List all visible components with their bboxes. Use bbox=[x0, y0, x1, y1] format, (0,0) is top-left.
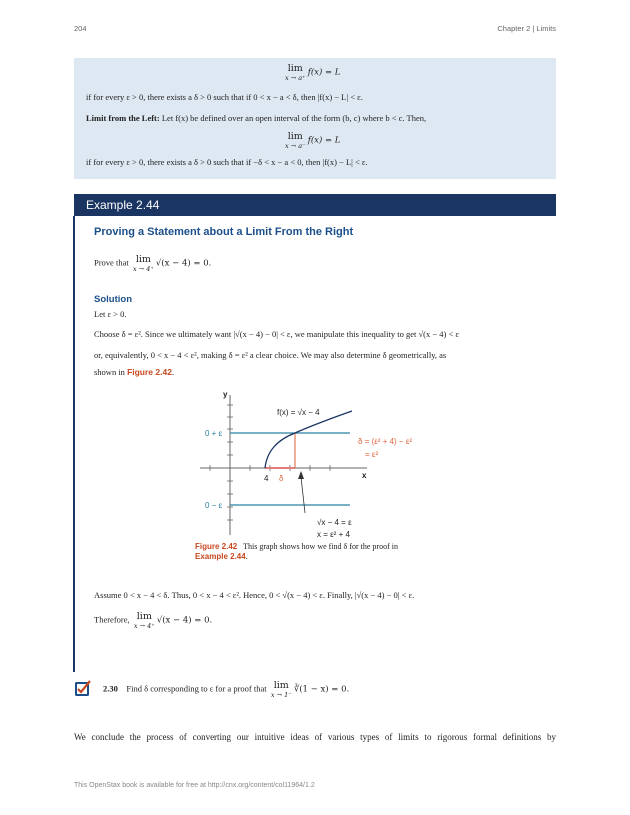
chapter-title: Chapter 2 | Limits bbox=[497, 24, 556, 33]
x-tick-4: 4 bbox=[264, 474, 269, 483]
delta-tick-label: δ bbox=[279, 474, 284, 483]
upper-epsilon-label: 0 + ε bbox=[205, 429, 223, 438]
solution-heading: Solution bbox=[94, 294, 132, 305]
left-limit-condition: if for every ε > 0, there exists a δ > 0 such that if −δ < x − a < 0, then |f(x) − L| < ε. bbox=[86, 157, 368, 167]
let-line: Let ε > 0. bbox=[94, 309, 127, 319]
pointer-line bbox=[301, 477, 305, 513]
choose-line-3: shown in Figure 2.42. bbox=[94, 367, 175, 377]
sqrt-curve bbox=[265, 411, 352, 468]
example-title: Proving a Statement about a Limit From the Right bbox=[94, 226, 354, 238]
choose-line-2: or, equivalently, 0 < x − 4 < ε², making δ = ε² a clear choice. We may also determine δ geometrically, as bbox=[94, 350, 447, 360]
right-limit-condition: if for every ε > 0, there exists a δ > 0 such that if 0 < x − a < δ, then |f(x) − L| < ε. bbox=[86, 92, 363, 102]
footer-note: This OpenStax book is available for free at http://cnx.org/content/col11964/1.2 bbox=[74, 782, 315, 789]
y-axis-label: y bbox=[223, 390, 228, 399]
prove-statement: Prove that lim x → 4⁺ √(x − 4) = 0. bbox=[94, 254, 212, 273]
figure-2-42 bbox=[195, 385, 435, 545]
body-paragraph: We conclude the process of converting our intuitive ideas of various types of limits to rigorous formal definitions by bbox=[74, 732, 556, 742]
lower-epsilon-label: 0 − ε bbox=[205, 501, 223, 510]
function-label: f(x) = √x − 4 bbox=[277, 408, 320, 417]
exercise-2-30: 2.30 Find δ corresponding to ε for a proof that lim x → 1⁻ ∛(1 − x) = 0. bbox=[103, 680, 350, 699]
pointer-arrow-icon bbox=[298, 471, 304, 479]
therefore-line: Therefore, lim x → 4⁺ √(x − 4) = 0. bbox=[94, 611, 213, 630]
delta-equation-1: δ = (ε² + 4) − ε² bbox=[358, 437, 413, 446]
x-axis-label: x bbox=[362, 471, 367, 480]
annotation-2: x = ε² + 4 bbox=[317, 530, 350, 539]
page-number: 204 bbox=[74, 24, 87, 33]
annotation-1: √x − 4 = ε bbox=[317, 518, 352, 527]
example-border bbox=[73, 216, 75, 672]
checkpoint-icon bbox=[74, 679, 92, 697]
left-limit-definition: Limit from the Left: Let f(x) be defined over an open interval of the form (b, c) where b < c. Then, bbox=[86, 113, 427, 123]
figure-caption: Figure 2.42 This graph shows how we find δ for the proof in Example 2.44. bbox=[195, 542, 398, 561]
left-limit-formula: lim x → a⁻ f(x) = L bbox=[285, 131, 341, 150]
example-label: Example 2.44 bbox=[74, 194, 556, 216]
assume-line: Assume 0 < x − 4 < δ. Thus, 0 < x − 4 < ε². Hence, 0 < √(x − 4) < ε. Finally, |√(x − 4) − 0| < ε. bbox=[94, 590, 415, 600]
right-limit-formula: lim x → a⁺ f(x) = L bbox=[285, 63, 341, 82]
figure-link[interactable]: Figure 2.42 bbox=[127, 367, 172, 377]
caption-example-link[interactable]: Example 2.44 bbox=[195, 552, 246, 561]
delta-equation-2: = ε² bbox=[365, 450, 379, 459]
choose-line-1: Choose δ = ε². Since we ultimately want |√(x − 4) − 0| < ε, we manipulate this inequality to get √(x − 4) < ε bbox=[94, 329, 459, 339]
